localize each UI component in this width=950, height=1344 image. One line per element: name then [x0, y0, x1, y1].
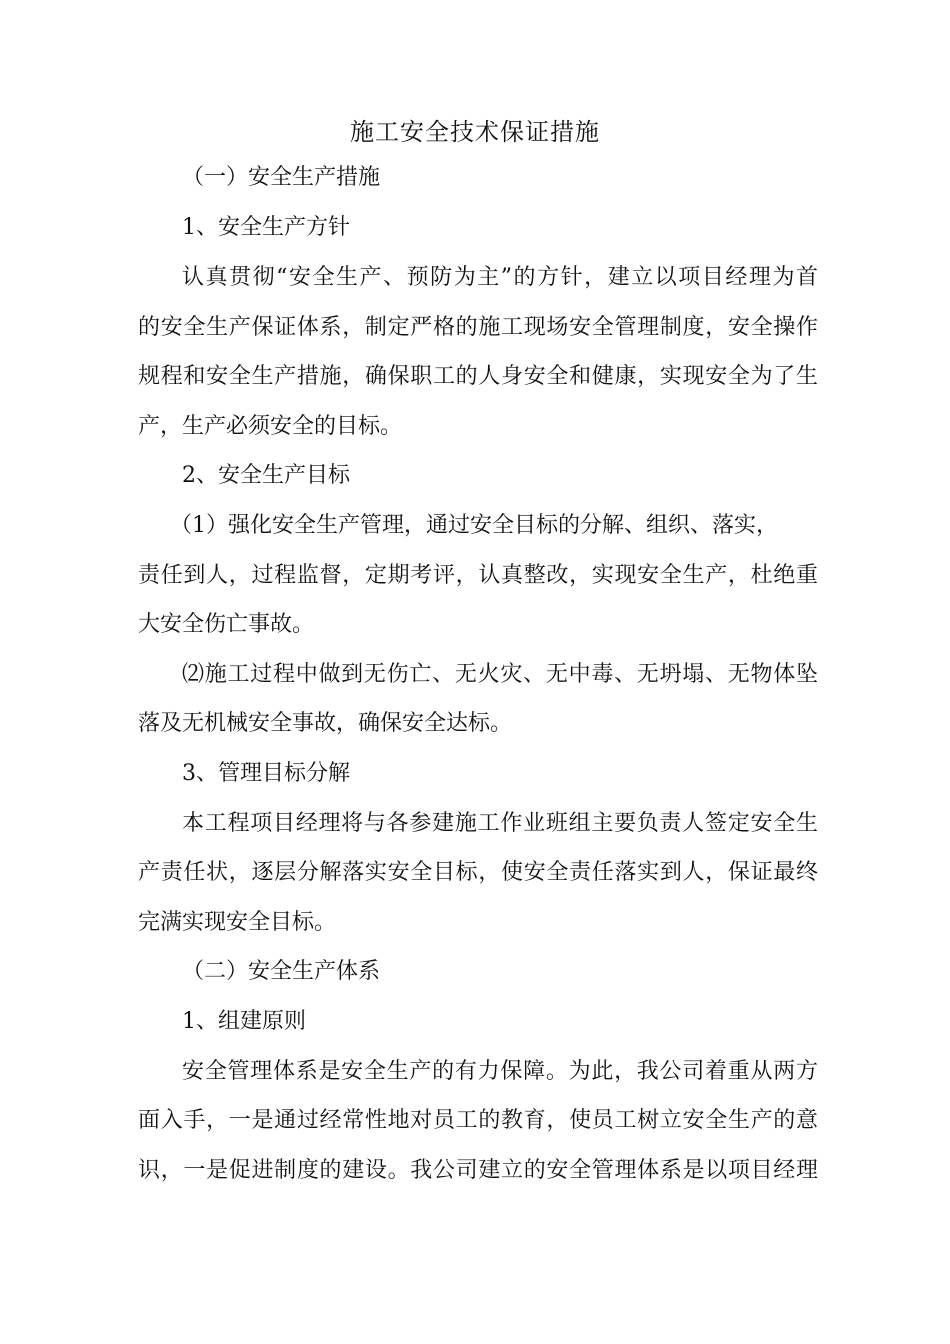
section-heading-1: （一）安全生产措施 — [182, 165, 381, 190]
paragraph-line: 责任到人，过程监督，定期考评，认真整改，实现安全生产，杜绝重 — [138, 563, 818, 588]
paragraph-line: 识，一是促进制度的建设。我公司建立的安全管理体系是以项目经理 — [138, 1158, 818, 1183]
section-heading-2: （二）安全生产体系 — [182, 959, 381, 984]
paragraph-line: 认真贯彻“安全生产、预防为主”的方针，建立以项目经理为首 — [182, 265, 818, 290]
paragraph-line: 落及无机械安全事故，确保安全达标。 — [138, 711, 513, 736]
subheading-decomposition: 3、管理目标分解 — [182, 761, 350, 786]
paragraph-line: 完满实现安全目标。 — [138, 910, 337, 935]
subheading-principles: 1、组建原则 — [182, 1009, 306, 1034]
paragraph-line: （1）强化安全生产管理，通过安全目标的分解、组织、落实， — [170, 513, 778, 538]
paragraph-line: ⑵施工过程中做到无伤亡、无火灾、无中毒、无坍塌、无物体坠 — [182, 662, 818, 687]
paragraph-line: 本工程项目经理将与各参建施工作业班组主要负责人签定安全生 — [182, 811, 818, 836]
paragraph-line: 规程和安全生产措施，确保职工的人身安全和健康，实现安全为了生 — [138, 364, 818, 389]
paragraph-line: 产，生产必须安全的目标。 — [138, 414, 403, 439]
subheading-goals: 2、安全生产目标 — [182, 463, 350, 488]
paragraph-line: 安全管理体系是安全生产的有力保障。为此，我公司着重从两方 — [182, 1059, 818, 1084]
paragraph-line: 面入手，一是通过经常性地对员工的教育，使员工树立安全生产的意 — [138, 1108, 818, 1133]
document-title: 施工安全技术保证措施 — [350, 118, 600, 146]
subheading-policy: 1、安全生产方针 — [182, 215, 350, 240]
paragraph-line: 大安全伤亡事故。 — [138, 612, 315, 637]
paragraph-line: 产责任状，逐层分解落实安全目标，使安全责任落实到人，保证最终 — [138, 860, 818, 885]
paragraph-line: 的安全生产保证体系，制定严格的施工现场安全管理制度，安全操作 — [138, 315, 818, 340]
